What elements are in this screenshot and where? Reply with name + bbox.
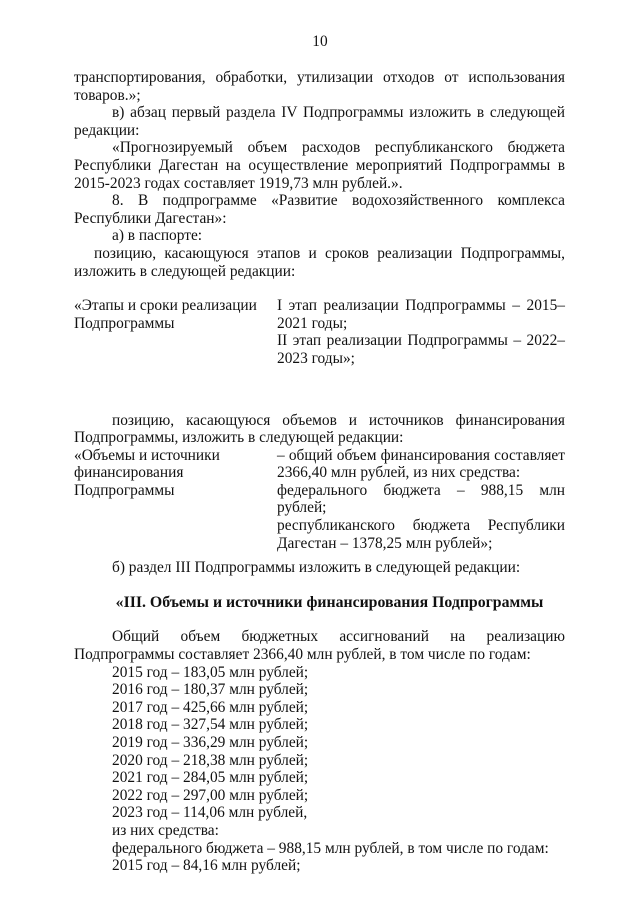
from-them: из них средства: — [112, 821, 219, 839]
year-item: 2016 год – 180,37 млн рублей; — [112, 681, 309, 699]
funding-values — [277, 447, 565, 553]
paragraph: позицию, касающуюся объемов и источников финансирования Подпрограммы, изложить в следующей редакции: — [74, 411, 565, 447]
year-item: 2020 год – 218,38 млн рублей; — [112, 751, 309, 769]
year-item: 2021 год – 284,05 млн рублей; — [112, 769, 309, 787]
paragraph: б) раздел III Подпрограммы изложить в следующей редакции: — [112, 559, 521, 577]
year-item: 2019 год – 336,29 млн рублей; — [112, 734, 309, 751]
federal-2015: 2015 год – 84,16 млн рублей; — [112, 857, 301, 875]
year-item: 2022 год – 297,00 млн рублей; — [112, 786, 309, 804]
stages-values — [277, 297, 565, 367]
paragraph: Общий объем бюджетных ассигнований на реализацию Подпрограммы составляет 2366,40 млн рублей, в том числе по годам: — [74, 628, 565, 664]
section-heading: «III. Объемы и источники финансирования Подпрограммы — [115, 593, 544, 611]
paragraph: позицию, касающуюся этапов и сроков реализации Подпрограммы, изложить в следующей редакции: — [74, 244, 565, 280]
year-item: 2017 год – 425,66 млн рублей; — [112, 698, 309, 716]
paragraph: а) в паспорте: — [112, 227, 203, 245]
paragraph: транспортирования, обработки, утилизации отходов от использования товаров.»; — [74, 69, 565, 104]
document-body — [74, 69, 565, 875]
stages-label: «Этапы и сроки реализации Подпрограммы — [74, 297, 257, 332]
funding-table — [74, 447, 565, 553]
paragraph: «Прогнозируемый объем расходов республиканского бюджета Республики Дагестан на осуществление мероприятий Подпрограммы в 2015-2023 годах составляет 1919,73 млн рублей.». — [74, 139, 565, 192]
funding-total: – общий объем финансирования составляет 2366,40 млн рублей, из них средства: — [277, 446, 565, 482]
year-item: 2015 год – 183,05 млн рублей; — [112, 663, 309, 681]
year-item: 2023 год – 114,06 млн рублей, — [112, 804, 308, 822]
federal-by-years: федерального бюджета – 988,15 млн рублей, в том числе по годам: — [112, 839, 549, 857]
stage-2: II этап реализации Подпрограммы – 2022–2023 годы»; — [277, 332, 565, 367]
page-number: 10 — [312, 33, 328, 50]
funding-federal: федерального бюджета – 988,15 млн рублей; — [277, 481, 565, 517]
paragraph: 8. В подпрограмме «Развитие водохозяйственного комплекса Республики Дагестан»: — [74, 192, 565, 227]
funding-republic: республиканского бюджета Республики Дагестан – 1378,25 млн рублей»; — [277, 517, 565, 552]
funding-label: «Объемы и источники финансирования Подпрограммы — [74, 446, 220, 499]
years-list — [74, 664, 565, 840]
stage-1: I этап реализации Подпрограммы – 2015–2021 годы; — [277, 297, 565, 332]
paragraph: в) абзац первый раздела IV Подпрограммы изложить в следующей редакции: — [74, 104, 565, 139]
stages-table — [74, 297, 565, 367]
year-item: 2018 год – 327,54 млн рублей; — [112, 716, 309, 734]
